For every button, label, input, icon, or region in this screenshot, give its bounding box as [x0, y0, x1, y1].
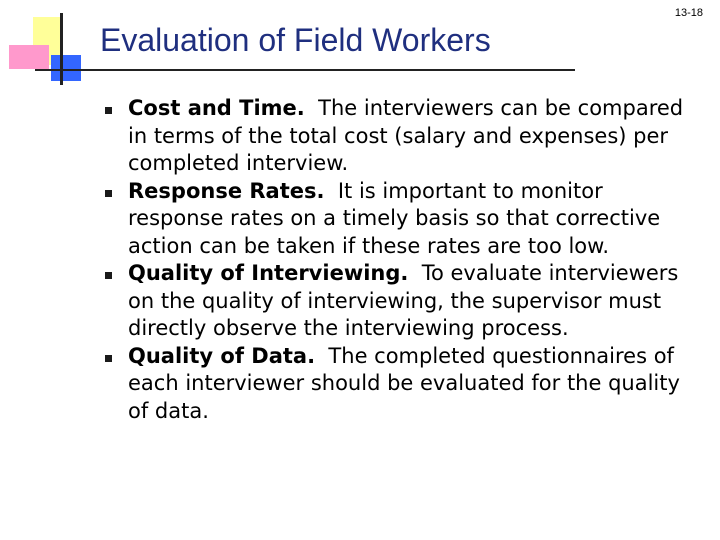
bullet-lead: Quality of Interviewing.	[128, 261, 409, 285]
bullet-square-icon	[105, 190, 112, 197]
decor-blue-square	[51, 55, 81, 81]
bullet-square-icon	[105, 107, 112, 114]
bullet-text: It is important to monitor response rates on a timely basis so that corrective action can be taken if these rates are too low.	[128, 178, 667, 258]
bullet-item	[110, 343, 695, 426]
bullet-lead: Quality of Data.	[128, 343, 316, 368]
bullet-text: The completed questionnaires of each interviewer should be evaluated for the quality of data.	[128, 343, 687, 423]
slide-number: 13-18	[674, 7, 703, 19]
bullet-lead: Cost and Time.	[128, 96, 305, 120]
decor-horizontal-line	[35, 69, 575, 71]
bullet-square-icon	[105, 355, 112, 362]
bullet-text: The interviewers can be compared in terms of the total cost (salary and expenses) per completed interview.	[128, 96, 690, 175]
bullet-square-icon	[105, 272, 112, 279]
slide-title: Evaluation of Field Workers	[100, 22, 491, 58]
bullet-item	[110, 260, 695, 343]
decor-vertical-line	[60, 13, 63, 85]
bullet-list	[110, 95, 695, 425]
bullet-item	[110, 95, 695, 178]
bullet-lead: Response Rates.	[128, 178, 325, 203]
bullet-text: To evaluate interviewers on the quality of interviewing, the supervisor must directly observe the interviewing process.	[128, 261, 686, 340]
decor-pink-square	[9, 45, 49, 69]
bullet-item	[110, 178, 695, 261]
